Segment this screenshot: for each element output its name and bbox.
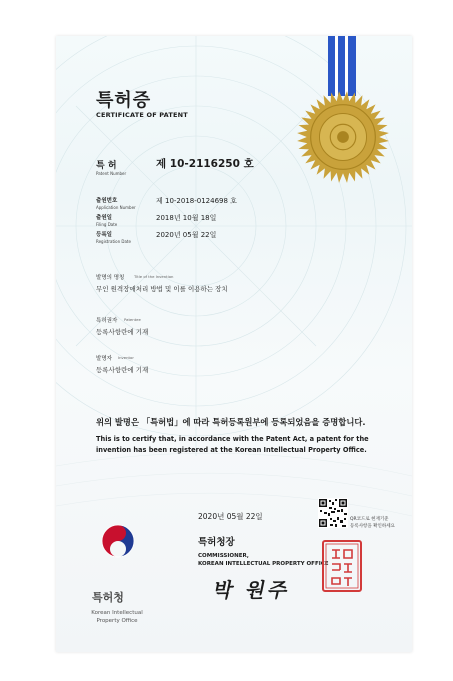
official-red-stamp <box>322 540 362 592</box>
kipo-taegeuk-logo <box>98 512 138 570</box>
application-number-label-en: Application Number <box>96 205 136 210</box>
application-number-value: 제 10-2018-0124698 호 <box>156 197 237 205</box>
filing-date-value: 2018년 10월 18일 <box>156 214 217 222</box>
office-name-english-line2: Property Office <box>96 618 138 624</box>
patent-number-label: 특 허 <box>96 161 117 171</box>
inventor-note: Inventor <box>118 355 134 360</box>
inventor-label: 발명자 <box>96 356 112 362</box>
registration-date-value: 2020년 05월 22일 <box>156 231 217 239</box>
invention-title-value: 무인 원격장애처리 방법 및 이를 이용하는 장치 <box>96 285 228 293</box>
application-number-label: 출원번호 <box>96 198 118 204</box>
commissioner-title-english <box>198 552 329 568</box>
commissioner-title-korean: 특허청장 <box>198 537 235 548</box>
office-name-korean: 특허청 <box>92 591 124 604</box>
qr-instruction-line2: 등록사항을 확인하세요 <box>350 524 395 529</box>
issue-date: 2020년 05월 22일 <box>198 512 263 521</box>
registration-date-label: 등록일 <box>96 232 112 238</box>
statement-english: This is to certify that, in accordance with the Patent Act, a patent for the invention has been registered at the Korean Intellectual Property Office. <box>96 435 369 454</box>
qr-instruction-line1: QR코드로 현재기준 <box>350 517 389 522</box>
office-name-english-line1: Korean Intellectual <box>91 610 143 616</box>
certificate-paper <box>56 36 412 652</box>
certificate-title: 특허증 <box>96 90 152 111</box>
certificate-subtitle: CERTIFICATE OF PATENT <box>96 111 188 119</box>
patent-number-label-en: Patent Number <box>96 171 127 176</box>
patentee-value: 등록사항란에 기재 <box>96 328 149 336</box>
patentee-label: 특허권자 <box>96 318 118 324</box>
patentee-note: Patentee <box>124 317 141 322</box>
patent-number-value: 제 10-2116250 호 <box>156 158 254 170</box>
commissioner-signature: 박 원주 <box>211 578 294 602</box>
filing-date-label-en: Filing Date <box>96 222 118 227</box>
registration-date-label-en: Registration Date <box>96 239 131 244</box>
commissioner-title-english-line1: COMMISSIONER, <box>198 553 249 559</box>
ribbon-graphic <box>328 36 356 96</box>
qr-code[interactable] <box>318 498 348 528</box>
invention-title-label: 발명의 명칭 <box>96 275 125 281</box>
commissioner-title-english-line2: KOREAN INTELLECTUAL PROPERTY OFFICE <box>198 561 329 567</box>
gold-seal <box>294 88 392 186</box>
qr-instruction <box>350 516 395 530</box>
filing-date-label: 출원일 <box>96 215 112 221</box>
office-name-english <box>82 609 152 625</box>
inventor-value: 등록사항란에 기재 <box>96 366 149 374</box>
invention-title-note: Title of the Invention <box>134 274 174 279</box>
statement-korean: 위의 발명은 「특허법」에 따라 특허등록원부에 등록되었음을 증명합니다. <box>96 417 366 427</box>
